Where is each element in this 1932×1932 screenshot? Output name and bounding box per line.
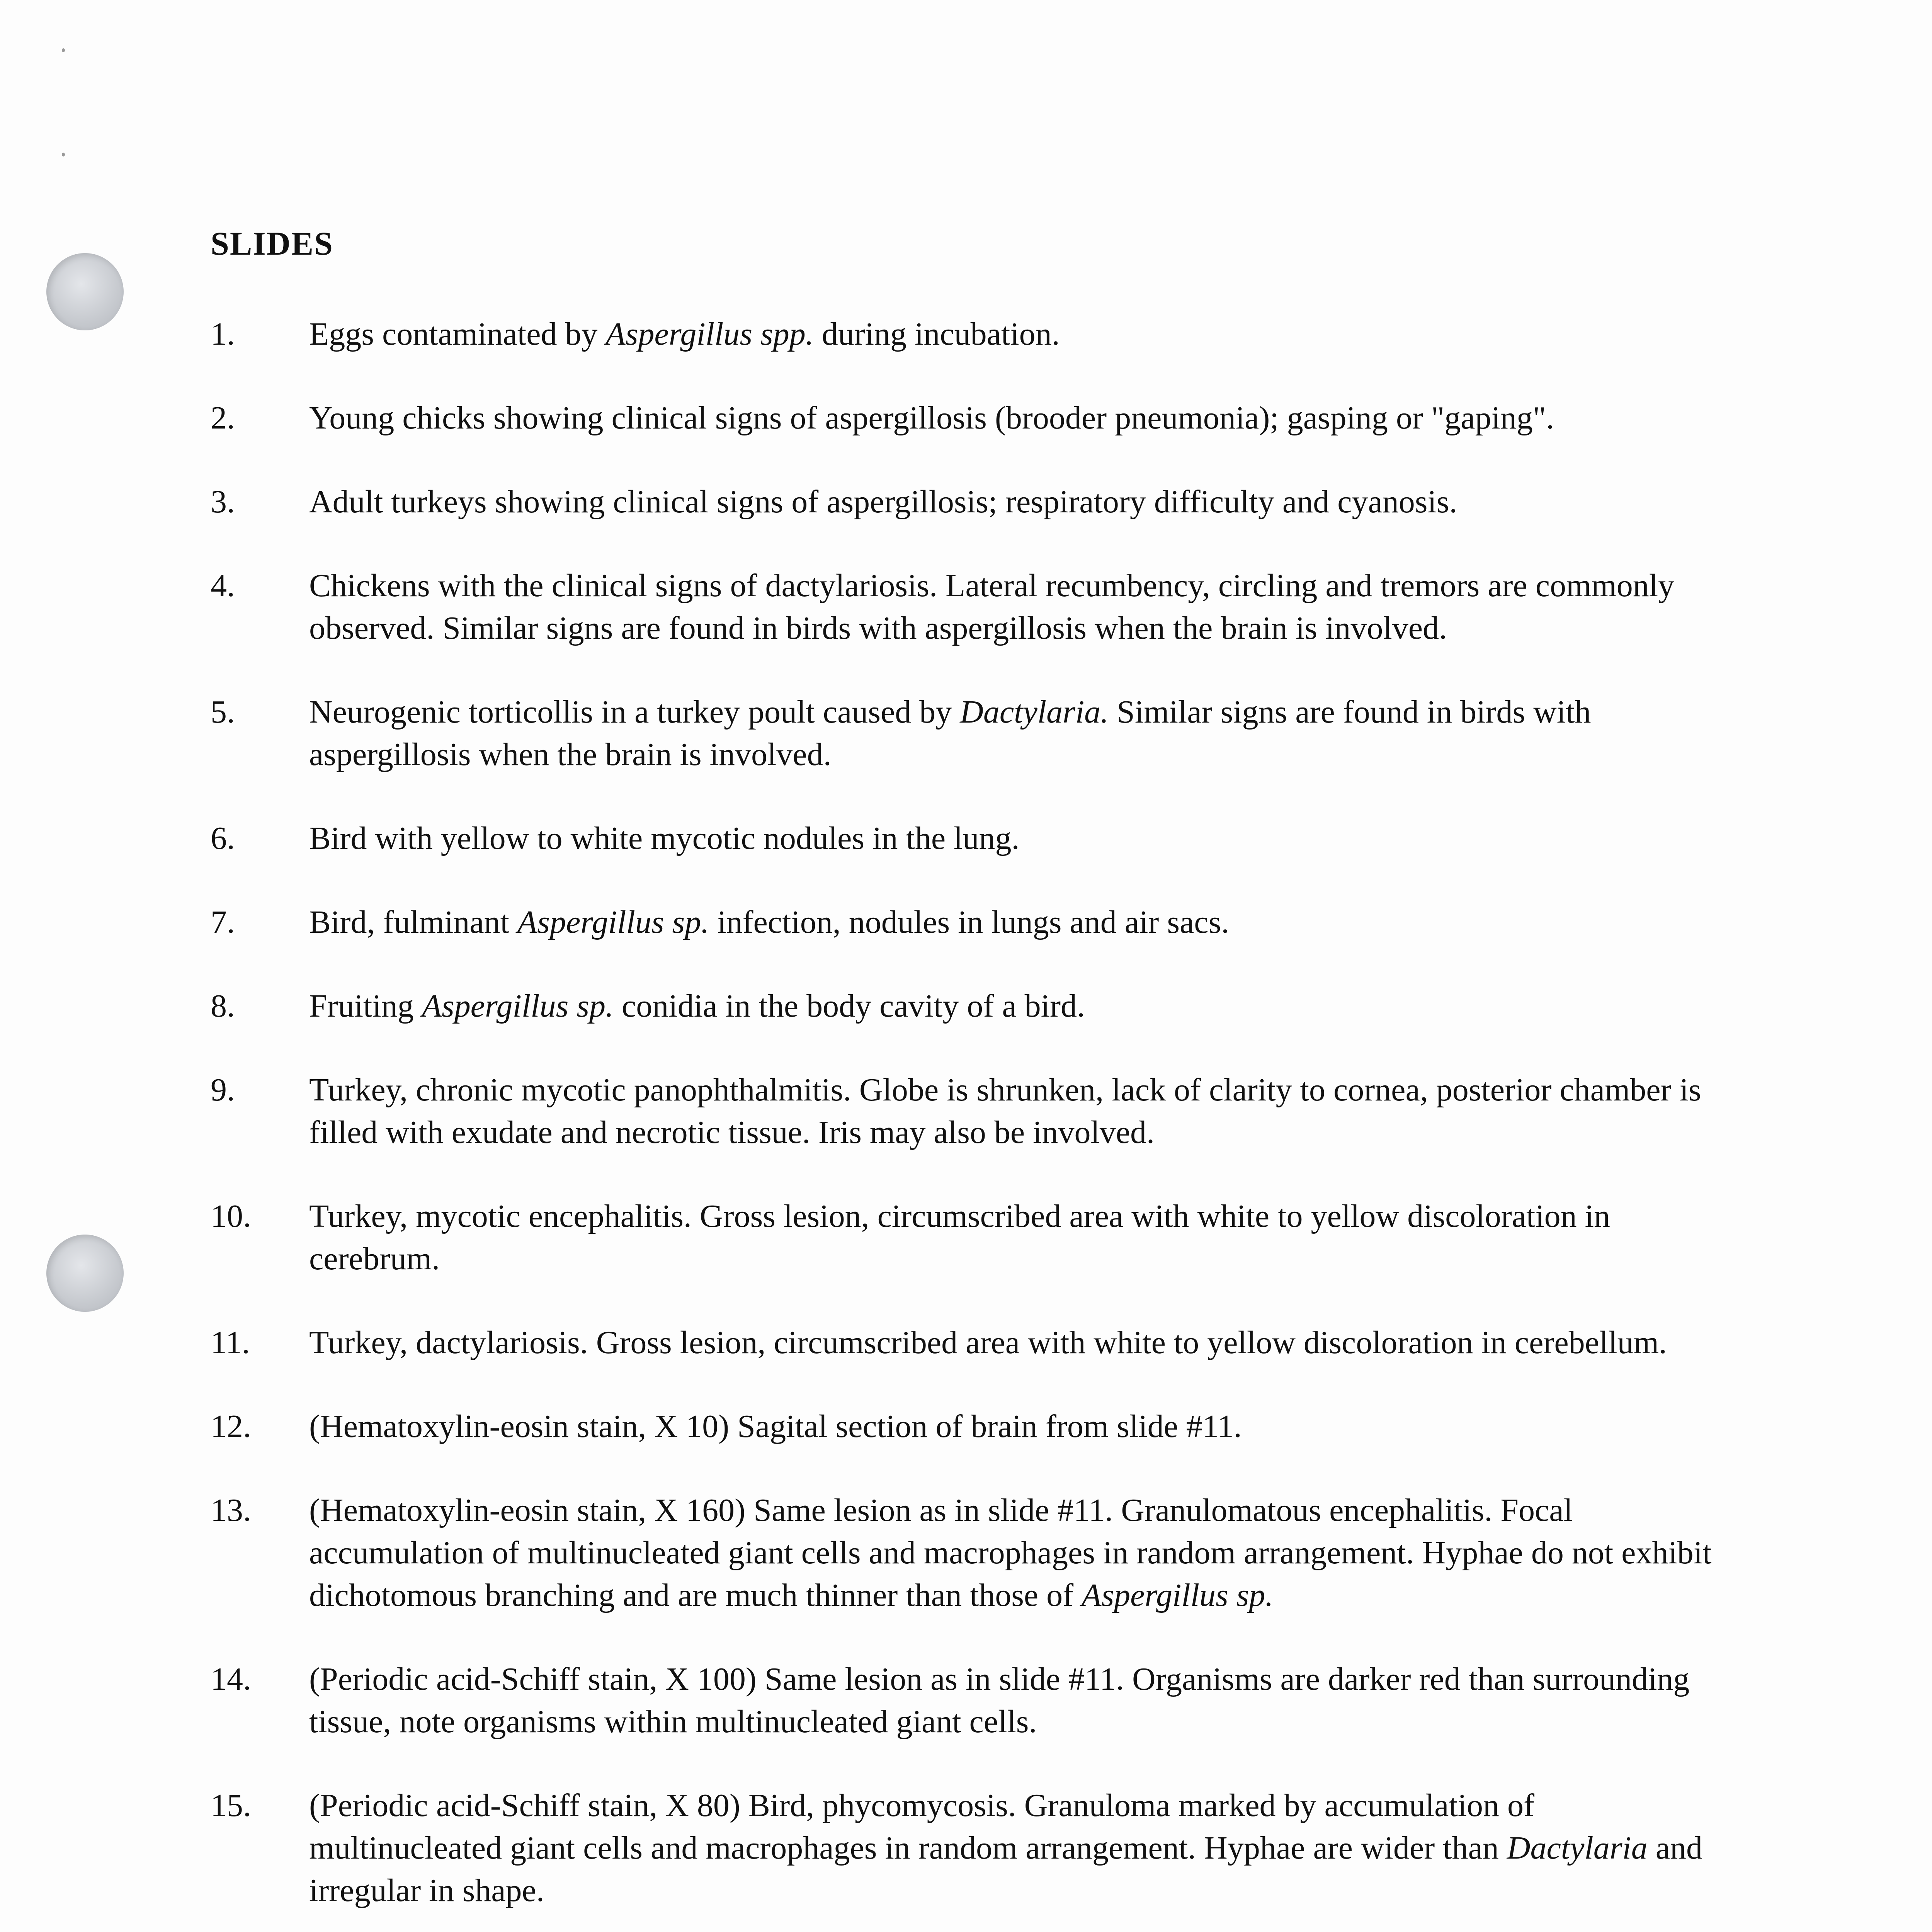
slide-item: [211, 1489, 1718, 1617]
section-heading: SLIDES: [211, 225, 333, 262]
slide-item: [211, 1321, 1718, 1364]
binder-hole-middle: [46, 1235, 124, 1312]
text-segment: Eggs contaminated by: [309, 316, 606, 352]
slide-number: 11.: [211, 1325, 250, 1361]
slide-description: [309, 1325, 1667, 1361]
slide-description: [309, 904, 1229, 940]
slide-description: [309, 568, 1674, 646]
italic-taxon: Aspergillus sp.: [1082, 1577, 1274, 1613]
italic-taxon: Aspergillus sp.: [517, 904, 709, 940]
text-segment: Turkey, dactylariosis. Gross lesion, circumscribed area with white to yellow discoloration in cerebellum.: [309, 1325, 1667, 1361]
slide-item: [211, 565, 1718, 650]
slide-number: 4.: [211, 568, 235, 604]
text-segment: Chickens with the clinical signs of dactylariosis. Lateral recumbency, circling and tremors are commonly observed. Similar signs are found in birds with aspergillosis when the brain is involved.: [309, 568, 1675, 646]
slide-number: 2.: [211, 400, 235, 436]
text-segment: (Periodic acid-Schiff stain, X 100) Same lesion as in slide #11. Organisms are darker red than surrounding tissue, note organisms within multinucleated giant cells.: [309, 1661, 1690, 1740]
text-segment: (Hematoxylin-eosin stain, X 160) Same lesion as in slide #11. Granulomatous encephalitis. Focal accumulation of multinucleated giant cells and macrophages in random arrangement. Hyphae do not exhibit dichotomous branching and are much thinner than those of: [309, 1492, 1712, 1613]
slide-description: [309, 1787, 1702, 1908]
italic-taxon: Dactylaria.: [960, 694, 1109, 730]
slide-number: 3.: [211, 484, 235, 520]
slide-description: [309, 1492, 1711, 1613]
binder-hole-top: [46, 253, 124, 330]
slide-number: 15.: [211, 1787, 251, 1823]
text-segment: Young chicks showing clinical signs of aspergillosis (brooder pneumonia); gasping or "gaping".: [309, 400, 1554, 436]
slide-list: [211, 313, 1718, 1932]
text-segment: (Hematoxylin-eosin stain, X 10) Sagital section of brain from slide #11.: [309, 1408, 1242, 1444]
slide-item: [211, 1658, 1718, 1743]
slide-description: [309, 1198, 1610, 1277]
slide-item: [211, 481, 1718, 523]
slide-number: 7.: [211, 904, 235, 940]
scan-speck: [62, 153, 65, 156]
italic-taxon: Aspergillus spp.: [605, 316, 814, 352]
slide-item: [211, 313, 1718, 355]
text-segment: infection, nodules in lungs and air sacs.: [709, 904, 1230, 940]
text-segment: during incubation.: [813, 316, 1060, 352]
text-segment: conidia in the body cavity of a bird.: [613, 988, 1085, 1024]
text-segment: Fruiting: [309, 988, 422, 1024]
slide-item: [211, 397, 1718, 439]
italic-taxon: Aspergillus sp.: [422, 988, 614, 1024]
text-segment: Turkey, mycotic encephalitis. Gross lesion, circumscribed area with white to yellow discoloration in cerebrum.: [309, 1198, 1611, 1277]
slide-description: [309, 988, 1085, 1024]
text-segment: Neurogenic torticollis in a turkey poult caused by: [309, 694, 960, 730]
slide-description: [309, 484, 1457, 520]
slide-description: [309, 694, 1591, 772]
slide-item: [211, 901, 1718, 944]
slide-description: [309, 1408, 1242, 1444]
slide-description: [309, 1072, 1701, 1150]
text-segment: Bird, fulminant: [309, 904, 517, 940]
text-segment: Turkey, chronic mycotic panophthalmitis. Globe is shrunken, lack of clarity to cornea, posterior chamber is filled with exudate and necrotic tissue. Iris may also be involved.: [309, 1072, 1701, 1150]
slide-number: 8.: [211, 988, 235, 1024]
slide-item: [211, 691, 1718, 776]
italic-taxon: Dactylaria: [1507, 1830, 1648, 1866]
slide-item: [211, 1195, 1718, 1280]
text-segment: Bird with yellow to white mycotic nodules in the lung.: [309, 820, 1020, 856]
slide-number: 9.: [211, 1072, 235, 1108]
slide-number: 1.: [211, 316, 235, 352]
slide-number: 12.: [211, 1408, 251, 1444]
slide-number: 10.: [211, 1198, 251, 1234]
slide-item: [211, 985, 1718, 1027]
slide-number: 13.: [211, 1492, 251, 1528]
slide-number: 14.: [211, 1661, 251, 1697]
slide-item: [211, 1784, 1718, 1912]
slide-description: [309, 1661, 1689, 1740]
slide-number: 5.: [211, 694, 235, 730]
slide-item: [211, 1069, 1718, 1154]
slide-item: [211, 1405, 1718, 1448]
text-segment: (Periodic acid-Schiff stain, X 80) Bird, phycomycosis. Granuloma marked by accumulation of multinucleated giant cells and macrophages in random arrangement. Hyphae are wider than: [309, 1787, 1534, 1866]
text-segment: Adult turkeys showing clinical signs of aspergillosis; respiratory difficulty and cyanosis.: [309, 484, 1458, 520]
text-segment: Similar signs are found in birds with aspergillosis when the brain is involved.: [309, 694, 1591, 772]
slide-item: [211, 817, 1718, 860]
scan-speck: [62, 48, 65, 52]
slide-description: [309, 400, 1554, 436]
slide-description: [309, 820, 1019, 856]
text-segment: and irregular in shape.: [309, 1830, 1703, 1908]
slide-number: 6.: [211, 820, 235, 856]
slide-description: [309, 316, 1060, 352]
